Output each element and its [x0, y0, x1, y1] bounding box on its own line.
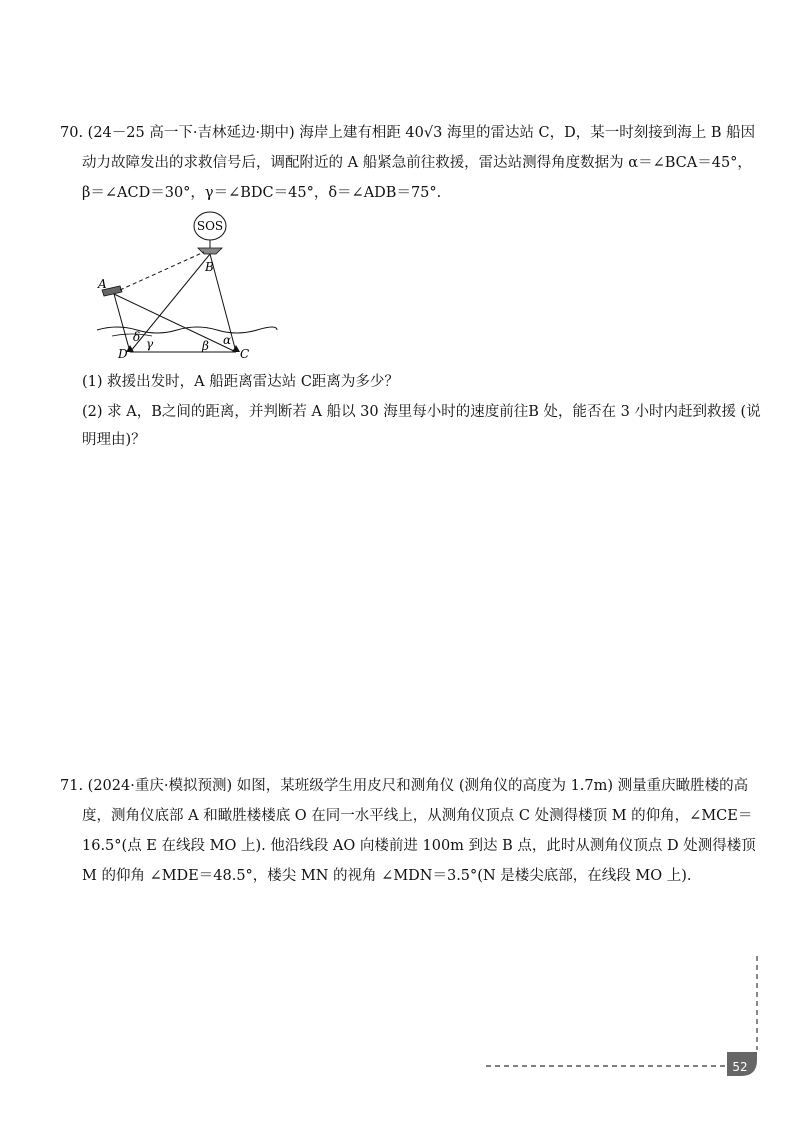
page-corner-decoration	[470, 950, 770, 1090]
problem-70	[60, 118, 756, 208]
line-a-b	[120, 252, 204, 290]
label-gamma: γ	[146, 337, 154, 351]
sos-label: SOS	[196, 219, 224, 233]
question-1: (1) 救援出发时，A 船距离雷达站 C距离为多少？	[82, 374, 399, 390]
line-d-b	[130, 254, 210, 352]
shoreline-wave-2	[112, 334, 152, 336]
problem-70-figure	[92, 208, 292, 368]
boat-b-icon	[198, 248, 222, 254]
problem-70-line-1: 70. (24－25 高一下·吉林延边·期中) 海岸上建有相距 40√3 海里的雷达站 C，D，某一时刻接到海上 B 船因	[60, 125, 756, 141]
question-2-line-1: (2) 求 A，B之间的距离，并判断若 A 船以 30 海里每小时的速度前往B 处，能否在 3 小时内赶到救援 (说	[82, 404, 761, 420]
label-c: C	[240, 347, 250, 361]
label-d: D	[118, 347, 128, 361]
label-beta: β	[202, 339, 209, 353]
problem-71-line-2: 度，测角仪底部 A 和瞰胜楼楼底 O 在同一水平线上，从测角仪顶点 C 处测得楼顶 M 的仰角，∠MCE＝	[82, 808, 753, 824]
problem-71-line-3: 16.5°(点 E 在线段 MO 上). 他沿线段 AO 向楼前进 100m 到达 B 点，此时从测角仪顶点 D 处测得楼顶	[82, 838, 756, 854]
question-2-line-2: 明理由)？	[82, 432, 146, 448]
label-delta: δ	[133, 330, 141, 344]
label-b: B	[205, 260, 214, 274]
page-number: 52	[732, 1060, 748, 1074]
problem-70-questions	[82, 368, 762, 454]
problem-71-line-1: 71. (2024·重庆·模拟预测) 如图，某班级学生用皮尺和测角仪 (测角仪的高度为 1.7m) 测量重庆瞰胜楼的高	[60, 778, 749, 794]
label-alpha: α	[223, 333, 232, 347]
problem-70-line-3: β＝∠ACD＝30°，γ＝∠BDC＝45°，δ＝∠ADB＝75°.	[82, 185, 442, 201]
label-a: A	[98, 277, 107, 291]
problem-71	[60, 771, 756, 891]
problem-70-line-2: 动力故障发出的求救信号后，调配附近的 A 船紧急前往救援，雷达站测得角度数据为 α＝∠BCA＝45°，	[82, 155, 752, 171]
radar-c-icon	[232, 345, 240, 352]
line-d-a	[114, 294, 130, 352]
problem-71-line-4: M 的仰角 ∠MDE＝48.5°，楼尖 MN 的视角 ∠MDN＝3.5°(N 是楼尖底部，在线段 MO 上).	[82, 868, 692, 884]
